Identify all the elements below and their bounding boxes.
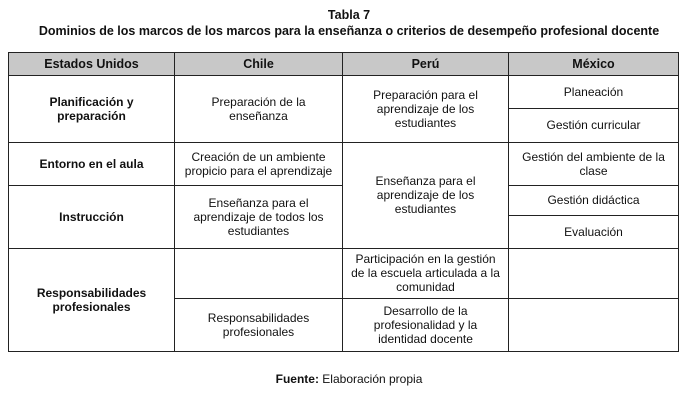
- source-label: Fuente:: [275, 372, 319, 386]
- chile-responsabilidades: Responsabilidades profesionales: [175, 299, 343, 352]
- mexico-gestion-curricular: Gestión curricular: [509, 108, 679, 142]
- chile-ensenanza: Enseñanza para el aprendizaje de todos los estudiantes: [175, 185, 343, 248]
- header-estados-unidos: Estados Unidos: [9, 53, 175, 76]
- mexico-planeacion: Planeación: [509, 76, 679, 108]
- chile-preparacion: Preparación de la enseñanza: [175, 76, 343, 143]
- source-text: Elaboración propia: [322, 372, 423, 386]
- us-instruccion: Instrucción: [9, 185, 175, 248]
- peru-ensenanza: Enseñanza para el aprendizaje de los estudiantes: [343, 143, 509, 248]
- chile-ambiente: Creación de un ambiente propicio para el aprendizaje: [175, 143, 343, 186]
- source-note: [0, 372, 698, 386]
- domains-table: [8, 52, 679, 352]
- chile-empty-cell: [175, 248, 343, 299]
- us-entorno: Entorno en el aula: [9, 143, 175, 186]
- us-responsabilidades: Responsabilidades profesionales: [9, 248, 175, 351]
- header-peru: Perú: [343, 53, 509, 76]
- table-row: [9, 76, 679, 108]
- peru-participacion: Participación en la gestión de la escuela articulada a la comunidad: [343, 248, 509, 299]
- mexico-evaluacion: Evaluación: [509, 216, 679, 248]
- mexico-gestion-ambiente: Gestión del ambiente de la clase: [509, 143, 679, 186]
- table-row: [9, 248, 679, 299]
- mexico-empty-cell: [509, 299, 679, 352]
- peru-desarrollo: Desarrollo de la profesionalidad y la identidad docente: [343, 299, 509, 352]
- header-chile: Chile: [175, 53, 343, 76]
- header-row: [9, 53, 679, 76]
- table-number: Tabla 7: [327, 8, 371, 22]
- table-caption: Dominios de los marcos de los marcos para la enseñanza o criterios de desempeño profesional docente: [38, 24, 660, 38]
- header-mexico: México: [509, 53, 679, 76]
- table-row: [9, 143, 679, 186]
- peru-preparacion: Preparación para el aprendizaje de los estudiantes: [343, 76, 509, 143]
- mexico-gestion-didactica: Gestión didáctica: [509, 185, 679, 215]
- mexico-empty-cell: [509, 248, 679, 299]
- us-planificacion: Planificación y preparación: [9, 76, 175, 143]
- table-title-block: [0, 8, 698, 39]
